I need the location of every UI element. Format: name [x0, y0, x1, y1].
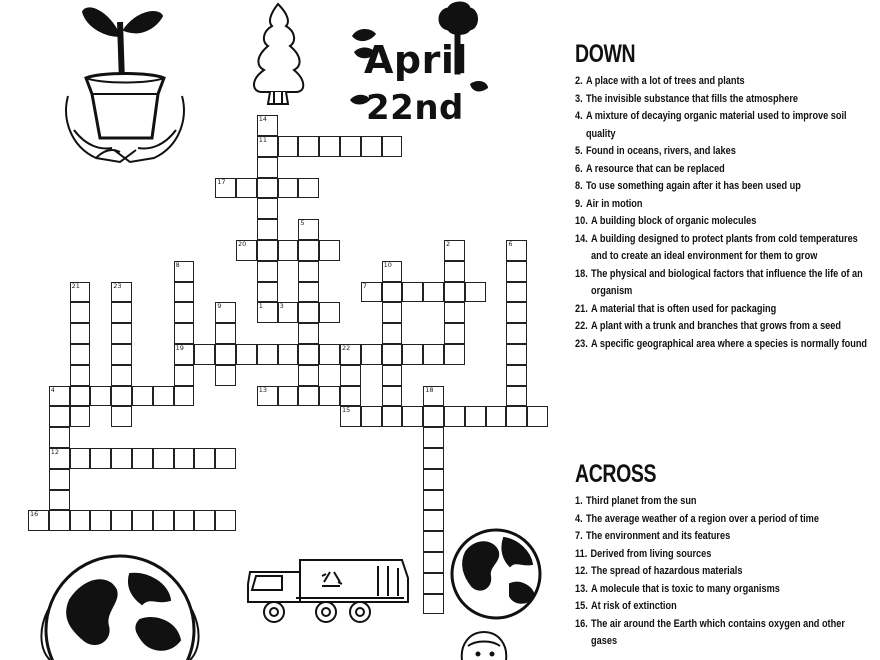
crossword-cell[interactable] — [257, 198, 278, 219]
crossword-cell[interactable] — [257, 386, 278, 407]
crossword-cell[interactable] — [70, 344, 91, 365]
crossword-cell[interactable] — [111, 282, 132, 303]
clue-number: 8. — [575, 180, 583, 192]
crossword-cell[interactable] — [174, 448, 195, 469]
crossword-cell[interactable] — [174, 282, 195, 303]
down-clue — [575, 231, 870, 266]
clue-text: The air around the Earth which contains oxygen and other gases — [591, 617, 848, 647]
crossword-cell[interactable] — [361, 282, 382, 303]
crossword-cell[interactable] — [506, 261, 527, 282]
across-clue — [575, 528, 870, 546]
crossword-cell[interactable] — [361, 406, 382, 427]
crossword-cell[interactable] — [423, 427, 444, 448]
cell-number: 22 — [342, 344, 351, 352]
cell-number: 14 — [258, 115, 268, 124]
crossword-cell[interactable] — [153, 510, 174, 531]
crossword-cell[interactable] — [174, 323, 195, 344]
crossword-cell[interactable] — [340, 344, 361, 365]
crossword-cell[interactable] — [194, 510, 215, 531]
crossword-cell[interactable] — [423, 448, 444, 469]
clue-number: 4. — [575, 110, 583, 122]
crossword-cell[interactable] — [298, 261, 319, 282]
cell-number: 6 — [508, 240, 513, 248]
crossword-cell[interactable] — [444, 406, 465, 427]
crossword-cell[interactable] — [423, 594, 444, 615]
cell-number: 1 — [258, 302, 263, 311]
crossword-cell[interactable] — [340, 136, 361, 157]
clue-number: 10. — [575, 215, 588, 227]
crossword-cell[interactable] — [49, 427, 70, 448]
crossword-cell[interactable] — [506, 386, 527, 407]
crossword-cell[interactable] — [215, 178, 236, 199]
crossword-cell[interactable] — [278, 302, 299, 323]
crossword-cell[interactable] — [70, 365, 91, 386]
crossword-cell[interactable] — [111, 344, 132, 365]
crossword-cell[interactable] — [111, 406, 132, 427]
clue-number: 22. — [575, 320, 588, 332]
crossword-cell[interactable] — [486, 406, 507, 427]
down-clue — [575, 91, 870, 109]
crossword-cell[interactable] — [257, 302, 278, 323]
cell-number: 4 — [50, 385, 55, 394]
clue-text: Found in oceans, rivers, and lakes — [585, 145, 736, 157]
across-clue — [575, 546, 870, 564]
clue-number: 23. — [575, 337, 588, 350]
cell-number: 9 — [217, 302, 222, 311]
clue-text: A building block of organic molecules — [591, 215, 757, 227]
crossword-cell[interactable] — [298, 323, 319, 344]
crossword-cell[interactable] — [382, 282, 403, 303]
crossword-cell[interactable] — [49, 448, 70, 469]
crossword-cell[interactable] — [506, 282, 527, 303]
clue-number: 13. — [575, 582, 588, 595]
cell-number: 15 — [342, 406, 351, 415]
down-clue — [575, 301, 870, 319]
clue-number: 6. — [575, 162, 583, 175]
crossword-cell[interactable] — [423, 490, 444, 511]
crossword-cell[interactable] — [257, 282, 278, 303]
crossword-cell[interactable] — [444, 282, 465, 303]
crossword-cell[interactable] — [423, 386, 444, 407]
clue-number: 12. — [575, 565, 588, 577]
crossword-cell[interactable] — [236, 344, 257, 365]
crossword-cell[interactable] — [423, 344, 444, 365]
across-clue — [575, 581, 870, 599]
crossword-cell[interactable] — [278, 178, 299, 199]
clue-text: The spread of hazardous materials — [591, 565, 743, 577]
clue-number: 21. — [575, 302, 588, 315]
crossword-cell[interactable] — [111, 510, 132, 531]
across-clue-list — [575, 493, 875, 651]
crossword-cell[interactable] — [49, 386, 70, 407]
down-clues — [575, 40, 875, 353]
crossword-cell[interactable] — [319, 344, 340, 365]
crossword-cell[interactable] — [319, 386, 340, 407]
clue-text: The environment and its features — [585, 530, 731, 542]
down-clue — [575, 318, 870, 336]
down-heading: DOWN — [575, 40, 636, 68]
crossword-cell[interactable] — [527, 406, 548, 427]
crossword-cell[interactable] — [382, 261, 403, 282]
crossword-cell[interactable] — [132, 510, 153, 531]
down-clue — [575, 143, 870, 161]
crossword-cell[interactable] — [70, 406, 91, 427]
crossword-cell[interactable] — [132, 386, 153, 407]
across-clue — [575, 616, 870, 651]
crossword-cell[interactable] — [194, 448, 215, 469]
crossword-cell[interactable] — [215, 448, 236, 469]
crossword-cell[interactable] — [174, 302, 195, 323]
title-april: April — [364, 38, 468, 82]
crossword-cell[interactable] — [257, 344, 278, 365]
crossword-cell[interactable] — [153, 386, 174, 407]
across-clue — [575, 598, 870, 616]
crossword-cell[interactable] — [153, 448, 174, 469]
clue-text: Third planet from the sun — [585, 495, 697, 507]
crossword-cell[interactable] — [111, 365, 132, 386]
crossword-cell[interactable] — [257, 261, 278, 282]
crossword-cell[interactable] — [111, 448, 132, 469]
down-clue — [575, 213, 870, 231]
crossword-cell[interactable] — [382, 344, 403, 365]
crossword-cell[interactable] — [70, 448, 91, 469]
crossword-cell[interactable] — [70, 386, 91, 407]
clue-number: 14. — [575, 232, 588, 245]
clue-number: 5. — [575, 145, 583, 157]
crossword-cell[interactable] — [70, 510, 91, 531]
crossword-cell[interactable] — [174, 386, 195, 407]
crossword-cell[interactable] — [298, 302, 319, 323]
cell-number: 11 — [258, 136, 268, 144]
down-clue — [575, 161, 870, 179]
crossword-cell[interactable] — [402, 406, 423, 427]
crossword-cell[interactable] — [340, 386, 361, 407]
crossword-cell[interactable] — [298, 136, 319, 157]
crossword-cell[interactable] — [49, 510, 70, 531]
crossword-cell[interactable] — [444, 240, 465, 261]
crossword-cell[interactable] — [174, 261, 195, 282]
crossword-cell[interactable] — [70, 323, 91, 344]
down-clue — [575, 178, 870, 196]
crossword-cell[interactable] — [174, 510, 195, 531]
crossword-cell[interactable] — [174, 365, 195, 386]
cell-number: 3 — [279, 302, 284, 311]
crossword-cell[interactable] — [298, 344, 319, 365]
crossword-cell[interactable] — [215, 365, 236, 386]
crossword-cell[interactable] — [257, 115, 278, 136]
crossword-cell[interactable] — [506, 302, 527, 323]
crossword-cell[interactable] — [423, 406, 444, 427]
down-clue-list — [575, 73, 875, 353]
crossword-cell[interactable] — [506, 240, 527, 261]
down-clue — [575, 73, 870, 91]
cell-number: 20 — [238, 240, 247, 248]
crossword-cell[interactable] — [298, 365, 319, 386]
crossword-cell[interactable] — [423, 573, 444, 594]
crossword-cell[interactable] — [90, 386, 111, 407]
clue-text: The average weather of a region over a period of time — [585, 512, 819, 525]
crossword-cell[interactable] — [298, 240, 319, 261]
crossword-cell[interactable] — [257, 178, 278, 199]
crossword-cell[interactable] — [111, 323, 132, 344]
down-clue — [575, 196, 870, 214]
crossword-cell[interactable] — [174, 344, 195, 365]
cell-number: 23 — [113, 281, 122, 290]
cell-number: 13 — [258, 385, 268, 394]
crossword-cell[interactable] — [236, 240, 257, 261]
crossword-cell[interactable] — [278, 386, 299, 407]
clue-text: Derived from living sources — [590, 547, 712, 560]
clue-text: A specific geographical area where a species is normally found — [591, 337, 868, 350]
cell-number: 17 — [217, 177, 226, 186]
crossword-cell[interactable] — [278, 240, 299, 261]
crossword-cell[interactable] — [49, 469, 70, 490]
down-clue — [575, 336, 870, 354]
clue-text: A building designed to protect plants from cold temperatures and to create an ideal environment for them to grow — [591, 232, 861, 262]
crossword-cell[interactable] — [70, 302, 91, 323]
clue-text: A plant with a trunk and branches that grows from a seed — [591, 320, 841, 332]
across-heading: ACROSS — [575, 460, 657, 488]
crossword-cell[interactable] — [132, 448, 153, 469]
crossword-cell[interactable] — [402, 344, 423, 365]
clue-number: 9. — [575, 197, 583, 210]
crossword-cell[interactable] — [111, 386, 132, 407]
crossword-cell[interactable] — [90, 510, 111, 531]
crossword-cell[interactable] — [257, 240, 278, 261]
across-clue — [575, 493, 870, 511]
crossword-cell[interactable] — [278, 344, 299, 365]
cell-number: 16 — [30, 510, 39, 519]
clue-number: 3. — [575, 92, 583, 105]
crossword-cell[interactable] — [215, 510, 236, 531]
crossword-cell[interactable] — [298, 219, 319, 240]
cell-number: 21 — [71, 281, 80, 290]
crossword-cell[interactable] — [402, 282, 423, 303]
crossword-cell[interactable] — [423, 531, 444, 552]
clue-text: A mixture of decaying organic material used to improve soil quality — [585, 110, 850, 140]
crossword-cell[interactable] — [298, 386, 319, 407]
clue-text: A material that is often used for packaging — [591, 302, 777, 315]
crossword-cell[interactable] — [382, 323, 403, 344]
cell-number: 7 — [362, 281, 367, 290]
clue-text: At risk of extinction — [591, 600, 677, 612]
cell-number: 18 — [425, 385, 434, 394]
crossword-cell[interactable] — [506, 344, 527, 365]
crossword-cell[interactable] — [423, 469, 444, 490]
down-clue — [575, 266, 870, 301]
clue-number: 2. — [575, 75, 583, 87]
cell-number: 5 — [300, 219, 305, 228]
cell-number: 12 — [50, 448, 60, 456]
crossword-cell[interactable] — [278, 136, 299, 157]
down-clue — [575, 108, 870, 143]
clue-text: Air in motion — [585, 197, 643, 210]
clue-text: The physical and biological factors that influence the life of an organism — [591, 267, 866, 297]
crossword-cell[interactable] — [70, 282, 91, 303]
crossword-cell[interactable] — [319, 136, 340, 157]
crossword-cell[interactable] — [444, 261, 465, 282]
crossword-cell[interactable] — [423, 282, 444, 303]
crossword-cell[interactable] — [506, 406, 527, 427]
crossword-cell[interactable] — [423, 552, 444, 573]
clue-text: A molecule that is toxic to many organisms — [591, 582, 780, 595]
crossword-cell[interactable] — [382, 365, 403, 386]
clue-text: The invisible substance that fills the atmosphere — [585, 92, 799, 105]
clue-number: 18. — [575, 267, 588, 280]
crossword-cell[interactable] — [319, 302, 340, 323]
crossword-cell[interactable] — [298, 178, 319, 199]
crossword-cell[interactable] — [90, 448, 111, 469]
clue-number: 1. — [575, 495, 583, 507]
crossword-cell[interactable] — [506, 365, 527, 386]
across-clue — [575, 511, 870, 529]
crossword-cell[interactable] — [319, 240, 340, 261]
crossword-cell[interactable] — [382, 136, 403, 157]
crossword-cell[interactable] — [49, 406, 70, 427]
across-clue — [575, 563, 870, 581]
clue-text: To use something again after it has been used up — [585, 180, 801, 192]
cell-number: 19 — [175, 344, 184, 352]
crossword-cell[interactable] — [49, 490, 70, 511]
crossword-cell[interactable] — [444, 302, 465, 323]
across-clues — [575, 460, 875, 651]
crossword-cell[interactable] — [194, 344, 215, 365]
cell-number: 2 — [446, 240, 451, 248]
crossword-cell[interactable] — [465, 406, 486, 427]
crossword-cell[interactable] — [465, 282, 486, 303]
crossword-cell[interactable] — [215, 302, 236, 323]
crossword-cell[interactable] — [298, 282, 319, 303]
crossword-cell[interactable] — [382, 406, 403, 427]
crossword-cell[interactable] — [257, 136, 278, 157]
crossword-cell[interactable] — [257, 219, 278, 240]
title-date: 22nd — [366, 88, 464, 128]
crossword-cell[interactable] — [506, 323, 527, 344]
crossword-cell[interactable] — [361, 344, 382, 365]
clue-text: A resource that can be replaced — [585, 162, 725, 175]
crossword-cell[interactable] — [28, 510, 49, 531]
crossword-cell[interactable] — [111, 302, 132, 323]
cell-number: 8 — [175, 260, 180, 269]
clue-number: 11. — [575, 547, 588, 560]
crossword-cell[interactable] — [236, 178, 257, 199]
clue-number: 16. — [575, 617, 588, 630]
clue-number: 7. — [575, 530, 583, 542]
crossword-cell[interactable] — [382, 302, 403, 323]
crossword-cell[interactable] — [361, 136, 382, 157]
crossword-cell[interactable] — [444, 323, 465, 344]
crossword-cell[interactable] — [444, 344, 465, 365]
cell-number: 10 — [383, 260, 392, 269]
clue-number: 4. — [575, 512, 583, 525]
crossword-cell[interactable] — [340, 365, 361, 386]
crossword-cell[interactable] — [340, 406, 361, 427]
crossword-cell[interactable] — [215, 344, 236, 365]
clue-number: 15. — [575, 600, 588, 612]
clue-text: A place with a lot of trees and plants — [585, 75, 745, 87]
crossword-cell[interactable] — [215, 323, 236, 344]
crossword-cell[interactable] — [382, 386, 403, 407]
crossword-cell[interactable] — [423, 510, 444, 531]
crossword-cell[interactable] — [257, 157, 278, 178]
